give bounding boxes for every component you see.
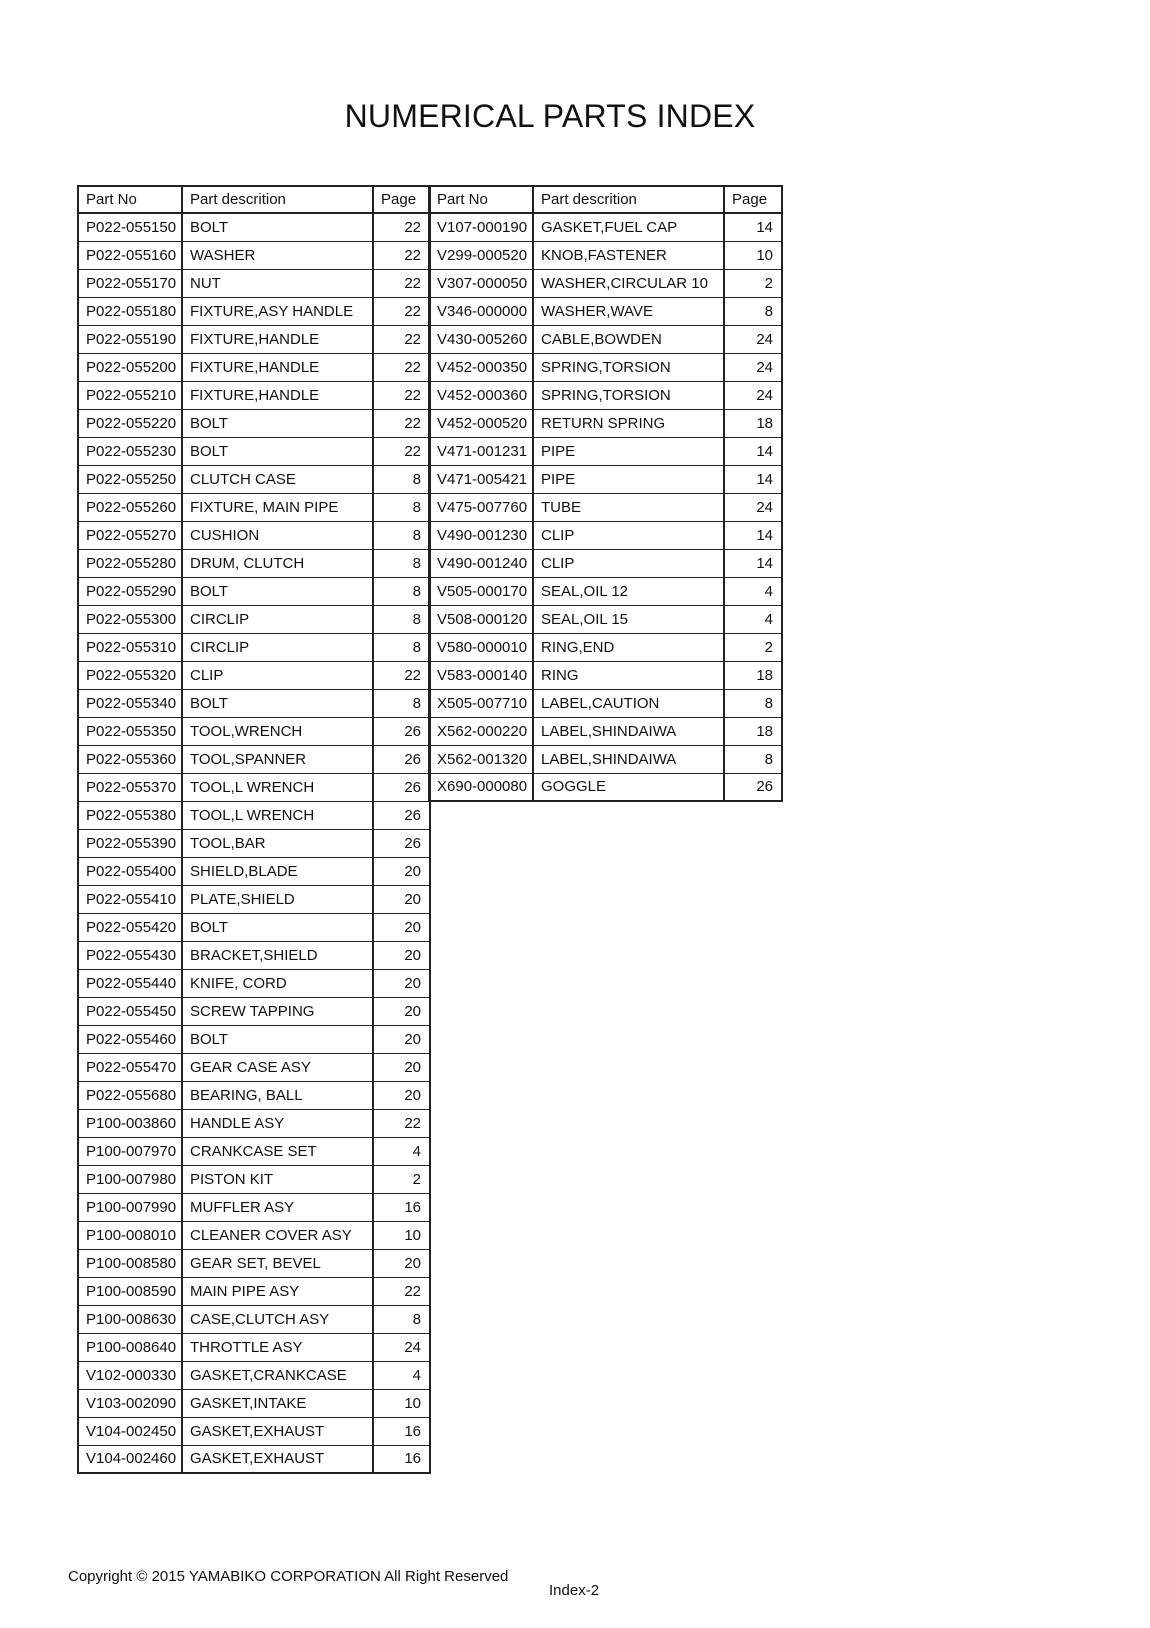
part-description-cell: BOLT bbox=[182, 689, 373, 717]
table-row bbox=[78, 297, 430, 325]
part-description-cell: RING bbox=[533, 661, 724, 689]
part-number-cell: P022-055150 bbox=[78, 213, 182, 241]
table-row bbox=[78, 773, 430, 801]
part-number-cell: P022-055310 bbox=[78, 633, 182, 661]
table-row bbox=[78, 1333, 430, 1361]
table-row bbox=[78, 1165, 430, 1193]
table-row bbox=[78, 549, 430, 577]
part-number-cell: P100-007990 bbox=[78, 1193, 182, 1221]
table-row bbox=[429, 325, 782, 353]
page-number-cell: 10 bbox=[373, 1389, 430, 1417]
part-number-cell: V508-000120 bbox=[429, 605, 533, 633]
table-row bbox=[78, 689, 430, 717]
part-description-cell: FIXTURE,HANDLE bbox=[182, 353, 373, 381]
parts-table-left bbox=[77, 185, 431, 1474]
table-row bbox=[78, 325, 430, 353]
table-row bbox=[78, 241, 430, 269]
table-row bbox=[78, 1249, 430, 1277]
part-number-cell: V452-000520 bbox=[429, 409, 533, 437]
table-row bbox=[429, 661, 782, 689]
part-description-cell: MAIN PIPE ASY bbox=[182, 1277, 373, 1305]
page-number-cell: 22 bbox=[373, 353, 430, 381]
page-number-cell: 8 bbox=[724, 689, 782, 717]
page-number-cell: 14 bbox=[724, 437, 782, 465]
page-number-cell: 2 bbox=[724, 269, 782, 297]
table-row bbox=[78, 1361, 430, 1389]
page-number-cell: 22 bbox=[373, 437, 430, 465]
part-number-cell: V299-000520 bbox=[429, 241, 533, 269]
page-number-cell: 22 bbox=[373, 241, 430, 269]
part-description-cell: BOLT bbox=[182, 913, 373, 941]
part-description-cell: LABEL,SHINDAIWA bbox=[533, 745, 724, 773]
part-description-cell: WASHER,WAVE bbox=[533, 297, 724, 325]
page-number-cell: 4 bbox=[373, 1361, 430, 1389]
page-number-cell: 8 bbox=[373, 521, 430, 549]
part-number-cell: P100-007980 bbox=[78, 1165, 182, 1193]
part-description-cell: BOLT bbox=[182, 409, 373, 437]
table-row bbox=[78, 997, 430, 1025]
table-row bbox=[78, 465, 430, 493]
page-number-cell: 14 bbox=[724, 521, 782, 549]
page-number-cell: 22 bbox=[373, 1109, 430, 1137]
header-part-no: Part No bbox=[78, 186, 182, 213]
table-row bbox=[78, 913, 430, 941]
part-description-cell: GASKET,CRANKCASE bbox=[182, 1361, 373, 1389]
part-description-cell: SCREW TAPPING bbox=[182, 997, 373, 1025]
part-description-cell: PIPE bbox=[533, 465, 724, 493]
page-number-cell: 8 bbox=[373, 605, 430, 633]
part-number-cell: V104-002460 bbox=[78, 1445, 182, 1473]
part-description-cell: WASHER bbox=[182, 241, 373, 269]
page-number-cell: 10 bbox=[373, 1221, 430, 1249]
part-description-cell: CIRCLIP bbox=[182, 633, 373, 661]
part-number-cell: X690-000080 bbox=[429, 773, 533, 801]
part-description-cell: FIXTURE,HANDLE bbox=[182, 381, 373, 409]
table-row bbox=[78, 745, 430, 773]
table-row bbox=[78, 269, 430, 297]
part-description-cell: FIXTURE, MAIN PIPE bbox=[182, 493, 373, 521]
page-number-cell: 20 bbox=[373, 885, 430, 913]
part-number-cell: P100-008590 bbox=[78, 1277, 182, 1305]
part-description-cell: BOLT bbox=[182, 577, 373, 605]
page-number-cell: 14 bbox=[724, 549, 782, 577]
page-number-cell: 2 bbox=[373, 1165, 430, 1193]
table-row bbox=[78, 941, 430, 969]
part-description-cell: CIRCLIP bbox=[182, 605, 373, 633]
page-number-cell: 8 bbox=[724, 745, 782, 773]
part-number-cell: V307-000050 bbox=[429, 269, 533, 297]
part-description-cell: BOLT bbox=[182, 1025, 373, 1053]
page-number-cell: 20 bbox=[373, 997, 430, 1025]
page-number-cell: 22 bbox=[373, 269, 430, 297]
page-number-cell: 22 bbox=[373, 661, 430, 689]
table-row bbox=[78, 1445, 430, 1473]
table-row bbox=[78, 1081, 430, 1109]
part-description-cell: DRUM, CLUTCH bbox=[182, 549, 373, 577]
part-number-cell: P100-007970 bbox=[78, 1137, 182, 1165]
table-row bbox=[429, 465, 782, 493]
part-number-cell: P022-055420 bbox=[78, 913, 182, 941]
part-number-cell: P022-055370 bbox=[78, 773, 182, 801]
page-number-cell: 8 bbox=[373, 1305, 430, 1333]
part-description-cell: BOLT bbox=[182, 437, 373, 465]
page-number-cell: 22 bbox=[373, 213, 430, 241]
part-description-cell: CLIP bbox=[182, 661, 373, 689]
part-number-cell: P022-055160 bbox=[78, 241, 182, 269]
part-number-cell: P022-055360 bbox=[78, 745, 182, 773]
page-number-cell: 20 bbox=[373, 941, 430, 969]
table-row bbox=[78, 717, 430, 745]
part-description-cell: TOOL,WRENCH bbox=[182, 717, 373, 745]
table-row bbox=[429, 605, 782, 633]
table-row bbox=[78, 1221, 430, 1249]
table-row bbox=[78, 1053, 430, 1081]
part-number-cell: P100-008580 bbox=[78, 1249, 182, 1277]
part-number-cell: P022-055390 bbox=[78, 829, 182, 857]
page-number-cell: 22 bbox=[373, 325, 430, 353]
part-description-cell: FIXTURE,HANDLE bbox=[182, 325, 373, 353]
header-page: Page bbox=[724, 186, 782, 213]
header-part-description: Part descrition bbox=[182, 186, 373, 213]
part-description-cell: LABEL,CAUTION bbox=[533, 689, 724, 717]
part-description-cell: TOOL,L WRENCH bbox=[182, 773, 373, 801]
table-row bbox=[429, 717, 782, 745]
part-number-cell: P022-055460 bbox=[78, 1025, 182, 1053]
part-number-cell: P022-055260 bbox=[78, 493, 182, 521]
part-number-cell: P100-003860 bbox=[78, 1109, 182, 1137]
table-row bbox=[78, 409, 430, 437]
part-number-cell: P022-055430 bbox=[78, 941, 182, 969]
table-row bbox=[78, 521, 430, 549]
page-number-cell: 4 bbox=[373, 1137, 430, 1165]
part-description-cell: GASKET,INTAKE bbox=[182, 1389, 373, 1417]
page-number-cell: 8 bbox=[373, 577, 430, 605]
table-row bbox=[429, 213, 782, 241]
part-description-cell: PIPE bbox=[533, 437, 724, 465]
part-description-cell: TOOL,SPANNER bbox=[182, 745, 373, 773]
part-description-cell: RETURN SPRING bbox=[533, 409, 724, 437]
page-number: Index-2 bbox=[549, 1582, 600, 1599]
part-description-cell: KNOB,FASTENER bbox=[533, 241, 724, 269]
page-number-cell: 8 bbox=[373, 493, 430, 521]
table-row bbox=[78, 1389, 430, 1417]
table-row bbox=[78, 1193, 430, 1221]
page-number-cell: 26 bbox=[373, 745, 430, 773]
page-number-cell: 22 bbox=[373, 381, 430, 409]
part-number-cell: P100-008640 bbox=[78, 1333, 182, 1361]
page-number-cell: 24 bbox=[373, 1333, 430, 1361]
part-number-cell: P022-055270 bbox=[78, 521, 182, 549]
table-row bbox=[78, 1305, 430, 1333]
table-row bbox=[429, 745, 782, 773]
part-number-cell: V452-000350 bbox=[429, 353, 533, 381]
part-description-cell: FIXTURE,ASY HANDLE bbox=[182, 297, 373, 325]
table-row bbox=[78, 437, 430, 465]
part-number-cell: V104-002450 bbox=[78, 1417, 182, 1445]
part-description-cell: THROTTLE ASY bbox=[182, 1333, 373, 1361]
table-row bbox=[429, 437, 782, 465]
part-description-cell: TOOL,BAR bbox=[182, 829, 373, 857]
page-number-cell: 26 bbox=[373, 801, 430, 829]
part-description-cell: KNIFE, CORD bbox=[182, 969, 373, 997]
part-description-cell: GEAR CASE ASY bbox=[182, 1053, 373, 1081]
table-row bbox=[78, 1417, 430, 1445]
part-number-cell: P022-055350 bbox=[78, 717, 182, 745]
table-row bbox=[429, 381, 782, 409]
part-number-cell: V430-005260 bbox=[429, 325, 533, 353]
table-row bbox=[429, 353, 782, 381]
part-number-cell: P022-055190 bbox=[78, 325, 182, 353]
part-description-cell: WASHER,CIRCULAR 10 bbox=[533, 269, 724, 297]
part-number-cell: V583-000140 bbox=[429, 661, 533, 689]
part-description-cell: CUSHION bbox=[182, 521, 373, 549]
page-number-cell: 20 bbox=[373, 969, 430, 997]
part-number-cell: P022-055170 bbox=[78, 269, 182, 297]
table-row bbox=[429, 633, 782, 661]
part-description-cell: BEARING, BALL bbox=[182, 1081, 373, 1109]
part-number-cell: V490-001240 bbox=[429, 549, 533, 577]
table-row bbox=[429, 577, 782, 605]
table-row bbox=[78, 633, 430, 661]
table-row bbox=[78, 885, 430, 913]
part-number-cell: P022-055320 bbox=[78, 661, 182, 689]
part-number-cell: P022-055680 bbox=[78, 1081, 182, 1109]
part-number-cell: P022-055440 bbox=[78, 969, 182, 997]
part-number-cell: P022-055230 bbox=[78, 437, 182, 465]
part-number-cell: V103-002090 bbox=[78, 1389, 182, 1417]
part-description-cell: BOLT bbox=[182, 213, 373, 241]
part-description-cell: HANDLE ASY bbox=[182, 1109, 373, 1137]
page-number-cell: 18 bbox=[724, 661, 782, 689]
table-row bbox=[429, 493, 782, 521]
part-number-cell: P022-055280 bbox=[78, 549, 182, 577]
table-row bbox=[78, 493, 430, 521]
page-number-cell: 22 bbox=[373, 409, 430, 437]
part-description-cell: GASKET,FUEL CAP bbox=[533, 213, 724, 241]
part-description-cell: SPRING,TORSION bbox=[533, 353, 724, 381]
part-number-cell: V505-000170 bbox=[429, 577, 533, 605]
table-row bbox=[429, 241, 782, 269]
table-row bbox=[78, 213, 430, 241]
page-number-cell: 22 bbox=[373, 297, 430, 325]
page-number-cell: 20 bbox=[373, 913, 430, 941]
part-number-cell: P022-055340 bbox=[78, 689, 182, 717]
part-number-cell: P022-055450 bbox=[78, 997, 182, 1025]
page-number-cell: 24 bbox=[724, 353, 782, 381]
table-row bbox=[429, 521, 782, 549]
page-number-cell: 26 bbox=[373, 773, 430, 801]
part-description-cell: SHIELD,BLADE bbox=[182, 857, 373, 885]
page-number-cell: 14 bbox=[724, 213, 782, 241]
part-description-cell: PISTON KIT bbox=[182, 1165, 373, 1193]
header-part-no: Part No bbox=[429, 186, 533, 213]
header-page: Page bbox=[373, 186, 430, 213]
table-row bbox=[78, 1137, 430, 1165]
page-number-cell: 18 bbox=[724, 409, 782, 437]
part-description-cell: CASE,CLUTCH ASY bbox=[182, 1305, 373, 1333]
page-number-cell: 26 bbox=[373, 717, 430, 745]
table-row bbox=[78, 1277, 430, 1305]
page-number-cell: 24 bbox=[724, 381, 782, 409]
part-description-cell: GEAR SET, BEVEL bbox=[182, 1249, 373, 1277]
table-row bbox=[78, 801, 430, 829]
part-number-cell: V102-000330 bbox=[78, 1361, 182, 1389]
part-description-cell: NUT bbox=[182, 269, 373, 297]
table-row bbox=[429, 269, 782, 297]
part-number-cell: P022-055410 bbox=[78, 885, 182, 913]
page-number-cell: 10 bbox=[724, 241, 782, 269]
page-number-cell: 20 bbox=[373, 1249, 430, 1277]
page-number-cell: 2 bbox=[724, 633, 782, 661]
table-header-row bbox=[429, 186, 782, 213]
part-number-cell: P100-008010 bbox=[78, 1221, 182, 1249]
part-number-cell: P022-055250 bbox=[78, 465, 182, 493]
page-number-cell: 16 bbox=[373, 1445, 430, 1473]
part-number-cell: P022-055200 bbox=[78, 353, 182, 381]
part-number-cell: X562-000220 bbox=[429, 717, 533, 745]
part-number-cell: V490-001230 bbox=[429, 521, 533, 549]
table-row bbox=[429, 689, 782, 717]
copyright-notice: Copyright © 2015 YAMABIKO CORPORATION All Right Reserved bbox=[68, 1568, 509, 1585]
part-description-cell: CLIP bbox=[533, 521, 724, 549]
page-number-cell: 8 bbox=[373, 465, 430, 493]
part-description-cell: GOGGLE bbox=[533, 773, 724, 801]
table-row bbox=[78, 1025, 430, 1053]
page-number-cell: 16 bbox=[373, 1417, 430, 1445]
part-description-cell: LABEL,SHINDAIWA bbox=[533, 717, 724, 745]
page-number-cell: 20 bbox=[373, 857, 430, 885]
page-number-cell: 8 bbox=[373, 549, 430, 577]
page-number-cell: 26 bbox=[373, 829, 430, 857]
part-number-cell: P022-055210 bbox=[78, 381, 182, 409]
parts-table-right bbox=[428, 185, 783, 802]
page-number-cell: 20 bbox=[373, 1081, 430, 1109]
page-number-cell: 8 bbox=[373, 633, 430, 661]
table-row bbox=[78, 381, 430, 409]
part-description-cell: MUFFLER ASY bbox=[182, 1193, 373, 1221]
part-number-cell: V107-000190 bbox=[429, 213, 533, 241]
part-description-cell: SEAL,OIL 12 bbox=[533, 577, 724, 605]
part-description-cell: BRACKET,SHIELD bbox=[182, 941, 373, 969]
table-row bbox=[78, 661, 430, 689]
part-description-cell: CLUTCH CASE bbox=[182, 465, 373, 493]
part-number-cell: X505-007710 bbox=[429, 689, 533, 717]
page-number-cell: 18 bbox=[724, 717, 782, 745]
part-number-cell: P022-055470 bbox=[78, 1053, 182, 1081]
part-number-cell: V452-000360 bbox=[429, 381, 533, 409]
part-number-cell: P022-055180 bbox=[78, 297, 182, 325]
part-description-cell: TUBE bbox=[533, 493, 724, 521]
part-number-cell: V471-005421 bbox=[429, 465, 533, 493]
table-row bbox=[78, 353, 430, 381]
part-number-cell: V580-000010 bbox=[429, 633, 533, 661]
page-number-cell: 24 bbox=[724, 493, 782, 521]
part-number-cell: V471-001231 bbox=[429, 437, 533, 465]
part-description-cell: TOOL,L WRENCH bbox=[182, 801, 373, 829]
part-number-cell: P022-055220 bbox=[78, 409, 182, 437]
table-row bbox=[78, 857, 430, 885]
table-row bbox=[429, 549, 782, 577]
table-row bbox=[78, 577, 430, 605]
part-number-cell: V475-007760 bbox=[429, 493, 533, 521]
part-number-cell: P100-008630 bbox=[78, 1305, 182, 1333]
part-description-cell: RING,END bbox=[533, 633, 724, 661]
table-row bbox=[78, 1109, 430, 1137]
page-number-cell: 16 bbox=[373, 1193, 430, 1221]
page-number-cell: 4 bbox=[724, 605, 782, 633]
table-row bbox=[429, 409, 782, 437]
page-number-cell: 26 bbox=[724, 773, 782, 801]
part-number-cell: P022-055300 bbox=[78, 605, 182, 633]
page-number-cell: 20 bbox=[373, 1053, 430, 1081]
header-part-description: Part descrition bbox=[533, 186, 724, 213]
part-description-cell: SEAL,OIL 15 bbox=[533, 605, 724, 633]
page-number-cell: 8 bbox=[373, 689, 430, 717]
page-number-cell: 22 bbox=[373, 1277, 430, 1305]
part-description-cell: CRANKCASE SET bbox=[182, 1137, 373, 1165]
page-title: NUMERICAL PARTS INDEX bbox=[344, 98, 756, 134]
table-row bbox=[78, 829, 430, 857]
part-number-cell: V346-000000 bbox=[429, 297, 533, 325]
table-header-row bbox=[78, 186, 430, 213]
part-description-cell: SPRING,TORSION bbox=[533, 381, 724, 409]
page-number-cell: 24 bbox=[724, 325, 782, 353]
part-description-cell: CABLE,BOWDEN bbox=[533, 325, 724, 353]
page-number-cell: 14 bbox=[724, 465, 782, 493]
part-number-cell: P022-055400 bbox=[78, 857, 182, 885]
page-number-cell: 4 bbox=[724, 577, 782, 605]
part-number-cell: X562-001320 bbox=[429, 745, 533, 773]
table-row bbox=[78, 605, 430, 633]
table-row bbox=[429, 297, 782, 325]
page-number-cell: 20 bbox=[373, 1025, 430, 1053]
part-description-cell: CLIP bbox=[533, 549, 724, 577]
part-description-cell: GASKET,EXHAUST bbox=[182, 1417, 373, 1445]
part-description-cell: PLATE,SHIELD bbox=[182, 885, 373, 913]
part-description-cell: CLEANER COVER ASY bbox=[182, 1221, 373, 1249]
page-number-cell: 8 bbox=[724, 297, 782, 325]
part-description-cell: GASKET,EXHAUST bbox=[182, 1445, 373, 1473]
part-number-cell: P022-055380 bbox=[78, 801, 182, 829]
part-number-cell: P022-055290 bbox=[78, 577, 182, 605]
table-row bbox=[429, 773, 782, 801]
table-row bbox=[78, 969, 430, 997]
